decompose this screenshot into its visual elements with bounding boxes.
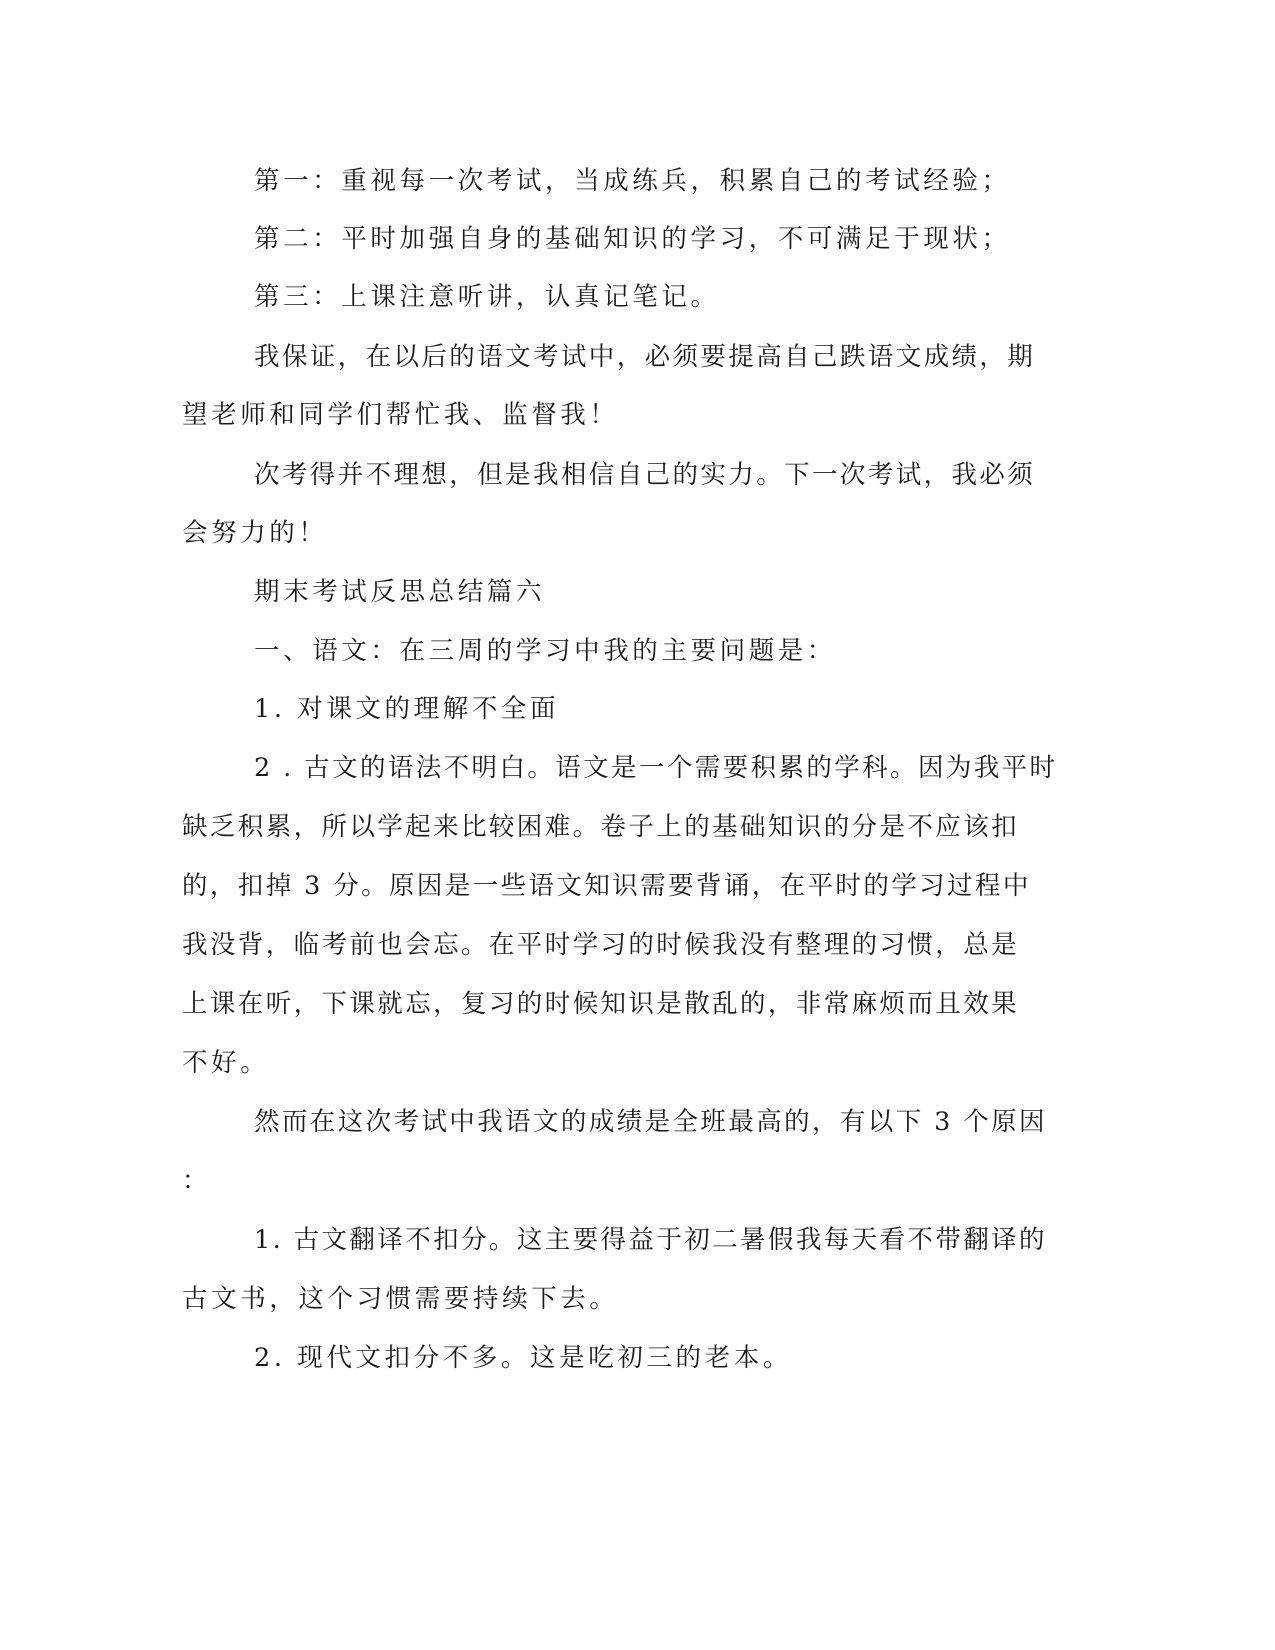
text-line: 第三：上课注意听讲，认真记笔记。	[254, 282, 720, 312]
text-line: 然而在这次考试中我语文的成绩是全班最高的，有以下 3 个原因	[254, 1107, 1047, 1137]
text-line: 一、语文：在三周的学习中我的主要问题是：	[254, 636, 837, 666]
text-line: 缺乏积累，所以学起来比较困难。卷子上的基础知识的分是不应该扣	[182, 812, 1020, 842]
text-line: ：	[182, 1166, 212, 1196]
text-line: 第二：平时加强自身的基础知识的学习，不可满足于现状；	[254, 224, 1011, 254]
list-item: 2. 现代文扣分不多。这是吃初三的老本。	[254, 1343, 792, 1373]
text-line: 会努力的！	[182, 518, 328, 548]
text-line: 第一：重视每一次考试，当成练兵，积累自己的考试经验；	[254, 166, 1011, 196]
text-line: 的，扣掉 3 分。原因是一些语文知识需要背诵，在平时的学习过程中	[182, 871, 1031, 901]
text-line: 我保证，在以后的语文考试中，必须要提高自己跌语文成绩，期	[254, 342, 1036, 372]
text-line: 上课在听，下课就忘，复习的时候知识是散乱的，非常麻烦而且效果	[182, 989, 1020, 1019]
text-line: 我没背，临考前也会忘。在平时学习的时候我没有整理的习惯，总是	[182, 930, 1020, 960]
text-line: 次考得并不理想，但是我相信自己的实力。下一次考试，我必须	[254, 460, 1036, 490]
list-item: 1. 对课文的理解不全面	[254, 694, 560, 724]
list-item: 2 . 古文的语法不明白。语文是一个需要积累的学科。因为我平时	[254, 753, 1058, 783]
section-heading: 期末考试反思总结篇六	[254, 577, 546, 607]
list-item: 1. 古文翻译不扣分。这主要得益于初二暑假我每天看不带翻译的	[254, 1225, 1047, 1255]
text-line: 不好。	[182, 1048, 270, 1078]
text-line: 古文书，这个习惯需要持续下去。	[182, 1284, 619, 1314]
text-line: 望老师和同学们帮忙我、监督我！	[182, 400, 619, 430]
